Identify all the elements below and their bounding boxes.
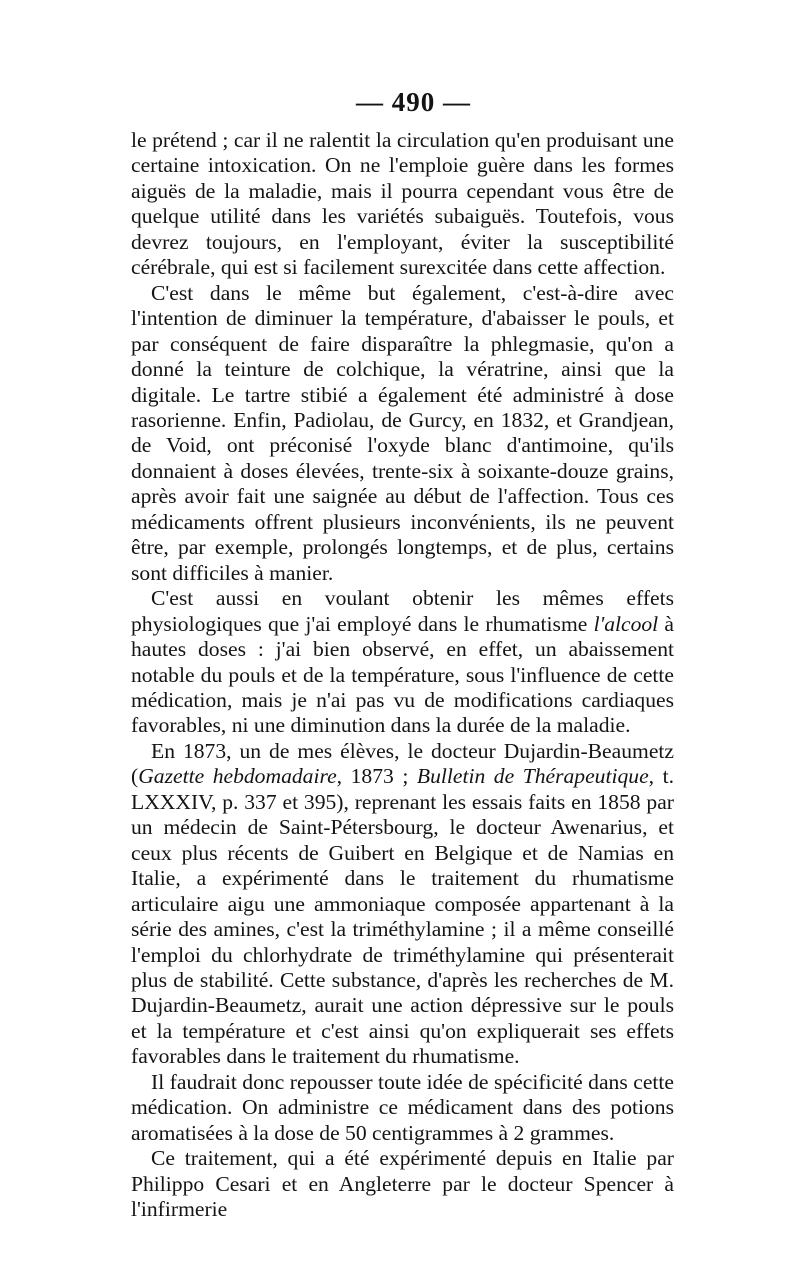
paragraph-text: C'est aussi en voulant obtenir les mêmes effets physiologiques que j'ai employé dans le rhumatisme — [131, 586, 674, 636]
paragraph-text: le prétend ; car il ne ralentit la circulation qu'en produisant une certaine intoxication. On ne l'emploie guère dans les formes aiguës de la maladie, mais il pourra cependant vous être de quelque utilité dans les variétés subaiguës. Toutefois, vous devrez toujours, en l'employant, éviter la susceptibilité cérébrale, qui est si facilement surexcitée dans cette affection. — [131, 128, 674, 280]
paragraph — [131, 586, 674, 739]
paragraph-text: à hautes doses : j'ai bien observé, en effet, un abaissement notable du pouls et de la température, sous l'influence de cette médication, mais je n'ai pas vu de modifications cardiaques favorables, ni une diminution dans la durée de la maladie. — [131, 611, 674, 738]
paragraph-text: En 1873, un de mes élèves, le docteur Dujardin-Beaumetz ( — [131, 738, 674, 789]
paragraph-text: Ce traitement, qui a été expérimenté depuis en Italie par Philippo Cesari et en Angleterre par le docteur Spencer à l'infirmerie — [131, 1146, 674, 1222]
italic-citation: Bulletin de Thérapeutique — [416, 764, 649, 789]
paragraph — [131, 739, 674, 1070]
paragraph-text: , 1873 ; — [336, 764, 417, 789]
italic-citation: l'alcool — [593, 611, 659, 636]
paragraph — [131, 128, 674, 281]
paragraph-text: C'est dans le même but également, c'est-à-dire avec l'intention de diminuer la température, d'abaisser le pouls, et par conséquent de faire disparaître la phlegmasie, qu'on a donné la teinture de colchique, la vératrine, ainsi que la digitale. Le tartre stibié a également été administré à dose rasorienne. Enfin, Padiolau, de Gurcy, en 1832, et Grandjean, de Void, ont préconisé l'oxyde blanc d'antimoine, qu'ils donnaient à doses élevées, trente-six à soixante-douze grains, après avoir fait une saignée au début de l'affection. Tous ces médicaments offrent plusieurs inconvénients, ils ne peuvent être, par exemple, prolongés longtemps, et de plus, certains sont difficiles à manier. — [131, 280, 674, 585]
paragraph-text: Il faudrait donc repousser toute idée de spécificité dans cette médication. On administre ce médicament dans des potions aromatisées à la dose de 50 centigrammes à 2 grammes. — [131, 1069, 674, 1145]
paragraph — [131, 1146, 674, 1222]
paragraph — [131, 281, 674, 586]
body-text — [131, 128, 674, 1222]
paragraph — [131, 1070, 674, 1146]
page-number: — 490 — — [356, 87, 471, 117]
paragraph-text: , t. LXXXIV, p. 337 et 395), reprenant les essais faits en 1858 par un médecin de Saint-Pétersbourg, le docteur Awenarius, et ceux plus récents de Guibert en Belgique et de Namias en Italie, a expérimenté dans le traitement du rhumatisme articulaire aigu une ammoniaque composée appartenant à la série des amines, c'est la triméthylamine ; il a même conseillé l'emploi du chlorhydrate de triméthylamine qui présenterait plus de stabilité. Cette substance, d'après les recherches de M. Dujardin-Beaumetz, aurait une action dépressive sur le pouls et la température et c'est ainsi qu'on expliquerait ses effets favorables dans le traitement du rhumatisme. — [131, 764, 674, 1069]
italic-citation: Gazette hebdomadaire — [138, 764, 337, 789]
